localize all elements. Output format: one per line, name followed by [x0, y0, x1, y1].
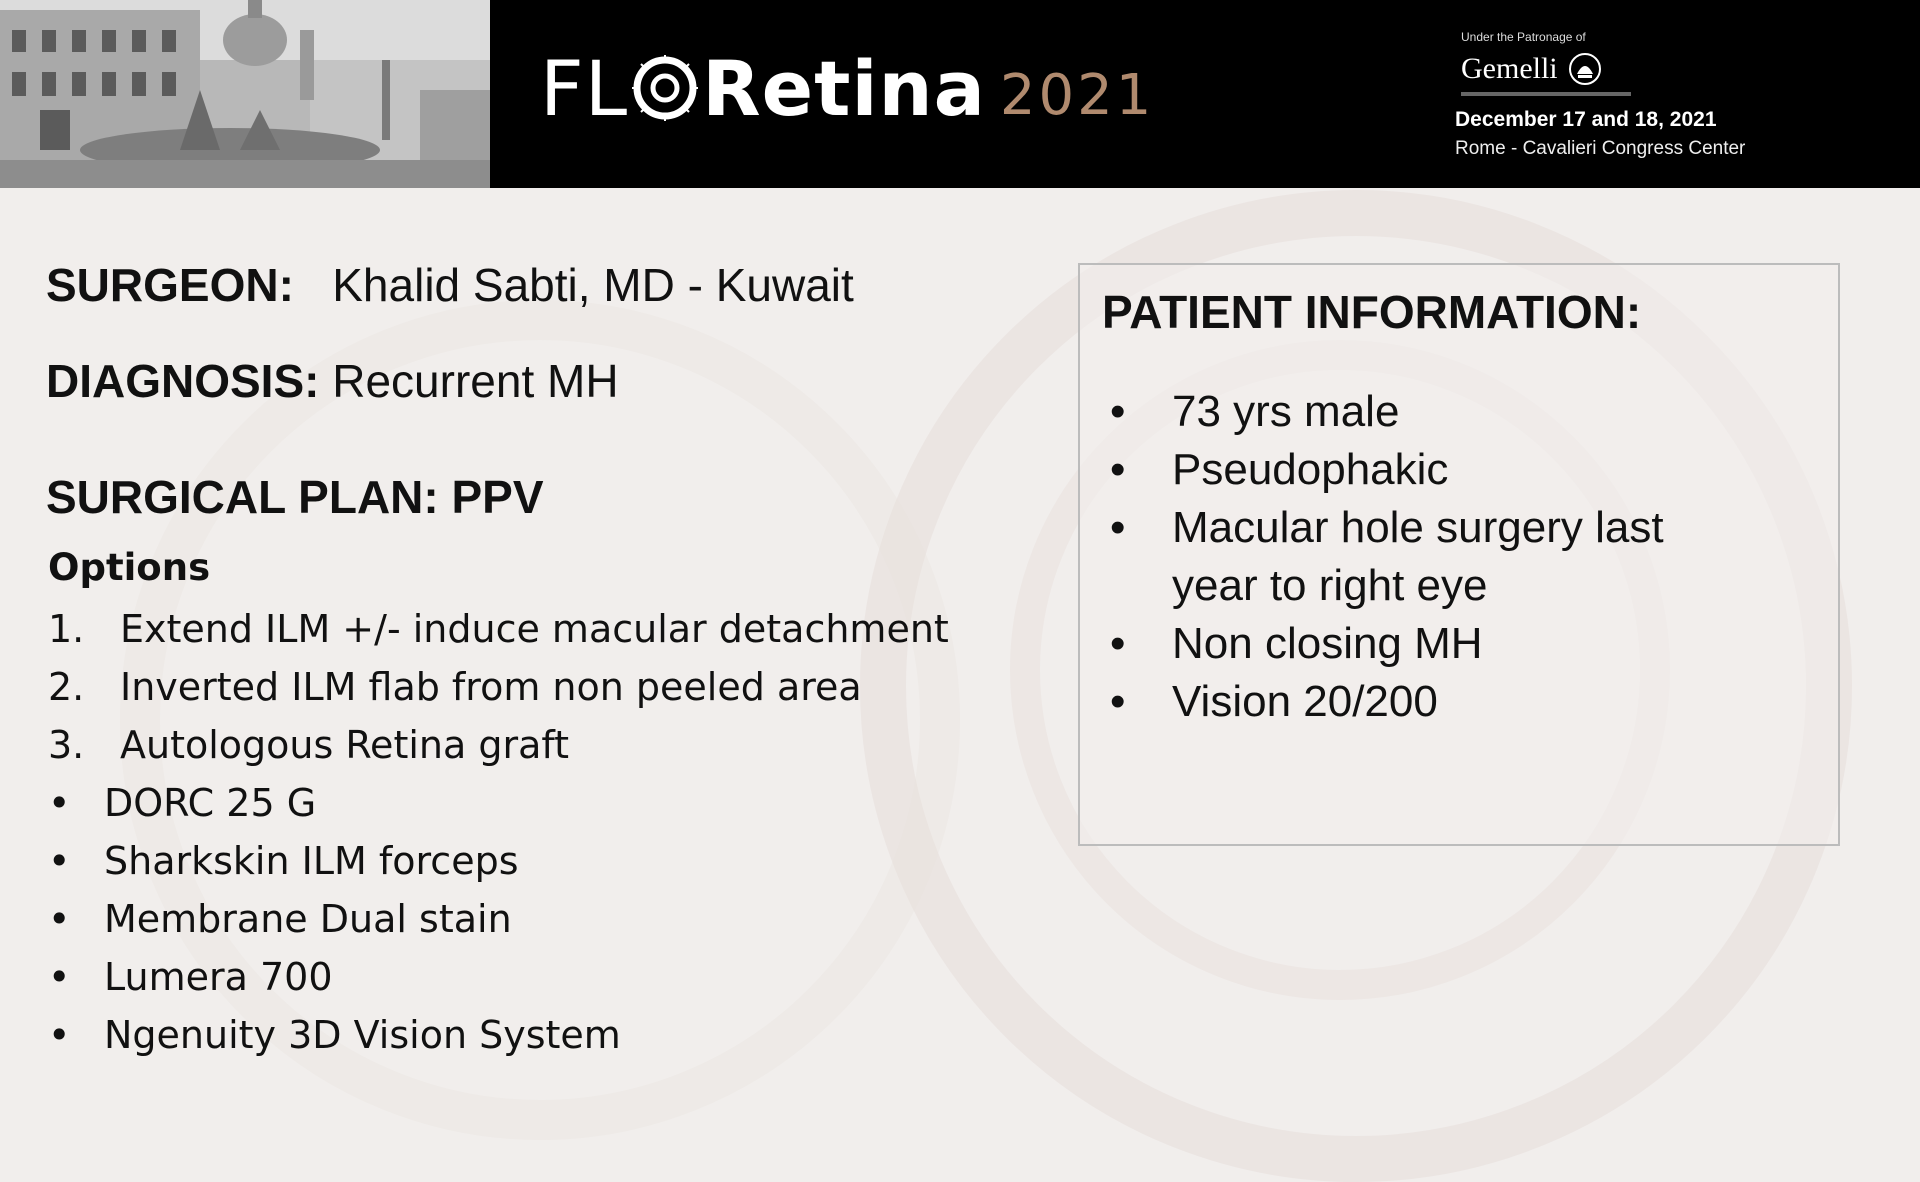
floretina-logo — [540, 28, 1154, 148]
event-venue: Rome - Cavalieri Congress Center — [1455, 138, 1746, 159]
option-item — [48, 716, 949, 774]
event-date: December 17 and 18, 2021 — [1455, 108, 1717, 131]
patronage-block — [1455, 30, 1835, 160]
option-text: Autologous Retina graft — [120, 723, 569, 767]
surgical-plan-title: SURGICAL PLAN: PPV — [46, 471, 544, 523]
equipment-item — [48, 1006, 949, 1064]
bullet: • — [48, 955, 71, 999]
patient-info-text: 73 yrs male — [1172, 387, 1400, 436]
equipment-item — [48, 774, 949, 832]
bullet: • — [1110, 503, 1126, 552]
diagnosis-label: DIAGNOSIS: — [46, 355, 320, 407]
bullet: • — [1110, 445, 1126, 494]
bullet: • — [48, 781, 71, 825]
surgeon-value: Khalid Sabti, MD - Kuwait — [332, 259, 854, 311]
bullet: • — [1110, 677, 1126, 726]
brand-retina: Retina — [702, 43, 986, 133]
options-title: Options — [48, 546, 211, 589]
option-text: Inverted ILM flab from non peeled area — [120, 665, 862, 709]
patient-info-box — [1078, 263, 1840, 846]
gemelli-logo — [1461, 48, 1835, 90]
bullet: • — [1110, 619, 1126, 668]
patient-info-list — [1110, 383, 1664, 731]
patient-info-text: Non closing MH — [1172, 619, 1483, 668]
equipment-text: Sharkskin ILM forceps — [104, 839, 519, 883]
surgeon-line — [46, 258, 854, 312]
option-number: 2. — [48, 665, 85, 709]
rome-piazza-photo — [0, 0, 490, 188]
brand-year: 2021 — [999, 62, 1155, 128]
equipment-item — [48, 832, 949, 890]
option-number: 3. — [48, 723, 85, 767]
gemelli-name: Gemelli — [1461, 52, 1558, 85]
diagnosis-value: Recurrent MH — [332, 355, 619, 407]
patient-info-item — [1110, 499, 1664, 557]
bullet: • — [48, 1013, 71, 1057]
bullet: • — [1110, 387, 1126, 436]
patient-info-text: Pseudophakic — [1172, 445, 1449, 494]
equipment-text: Lumera 700 — [104, 955, 333, 999]
diagnosis-line — [46, 354, 619, 408]
option-number: 1. — [48, 607, 85, 651]
patient-info-item — [1110, 615, 1664, 673]
patient-info-text: Macular hole surgery last — [1172, 503, 1664, 552]
brand-fl: FL — [540, 43, 629, 133]
equipment-text: DORC 25 G — [104, 781, 317, 825]
patient-info-text: Vision 20/200 — [1172, 677, 1438, 726]
eye-logo-icon — [632, 50, 698, 116]
equipment-text: Membrane Dual stain — [104, 897, 512, 941]
crest-icon — [1568, 52, 1602, 86]
equipment-text: Ngenuity 3D Vision System — [104, 1013, 621, 1057]
option-item — [48, 600, 949, 658]
option-text: Extend ILM +/- induce macular detachment — [120, 607, 949, 651]
bullet: • — [48, 839, 71, 883]
options-list — [48, 600, 949, 1064]
option-item — [48, 658, 949, 716]
header-banner — [0, 0, 1920, 188]
patronage-label: Under the Patronage of — [1461, 30, 1586, 44]
patient-info-title: PATIENT INFORMATION: — [1102, 286, 1642, 338]
equipment-item — [48, 948, 949, 1006]
patient-info-text: year to right eye — [1172, 561, 1488, 610]
equipment-item — [48, 890, 949, 948]
bullet: • — [48, 897, 71, 941]
brand-name — [540, 44, 986, 133]
patient-info-item-continuation — [1110, 557, 1664, 615]
patient-info-item — [1110, 383, 1664, 441]
gemelli-subtitle-line — [1461, 92, 1631, 96]
patient-info-item — [1110, 673, 1664, 731]
patient-info-item — [1110, 441, 1664, 499]
surgeon-label: SURGEON: — [46, 259, 294, 311]
